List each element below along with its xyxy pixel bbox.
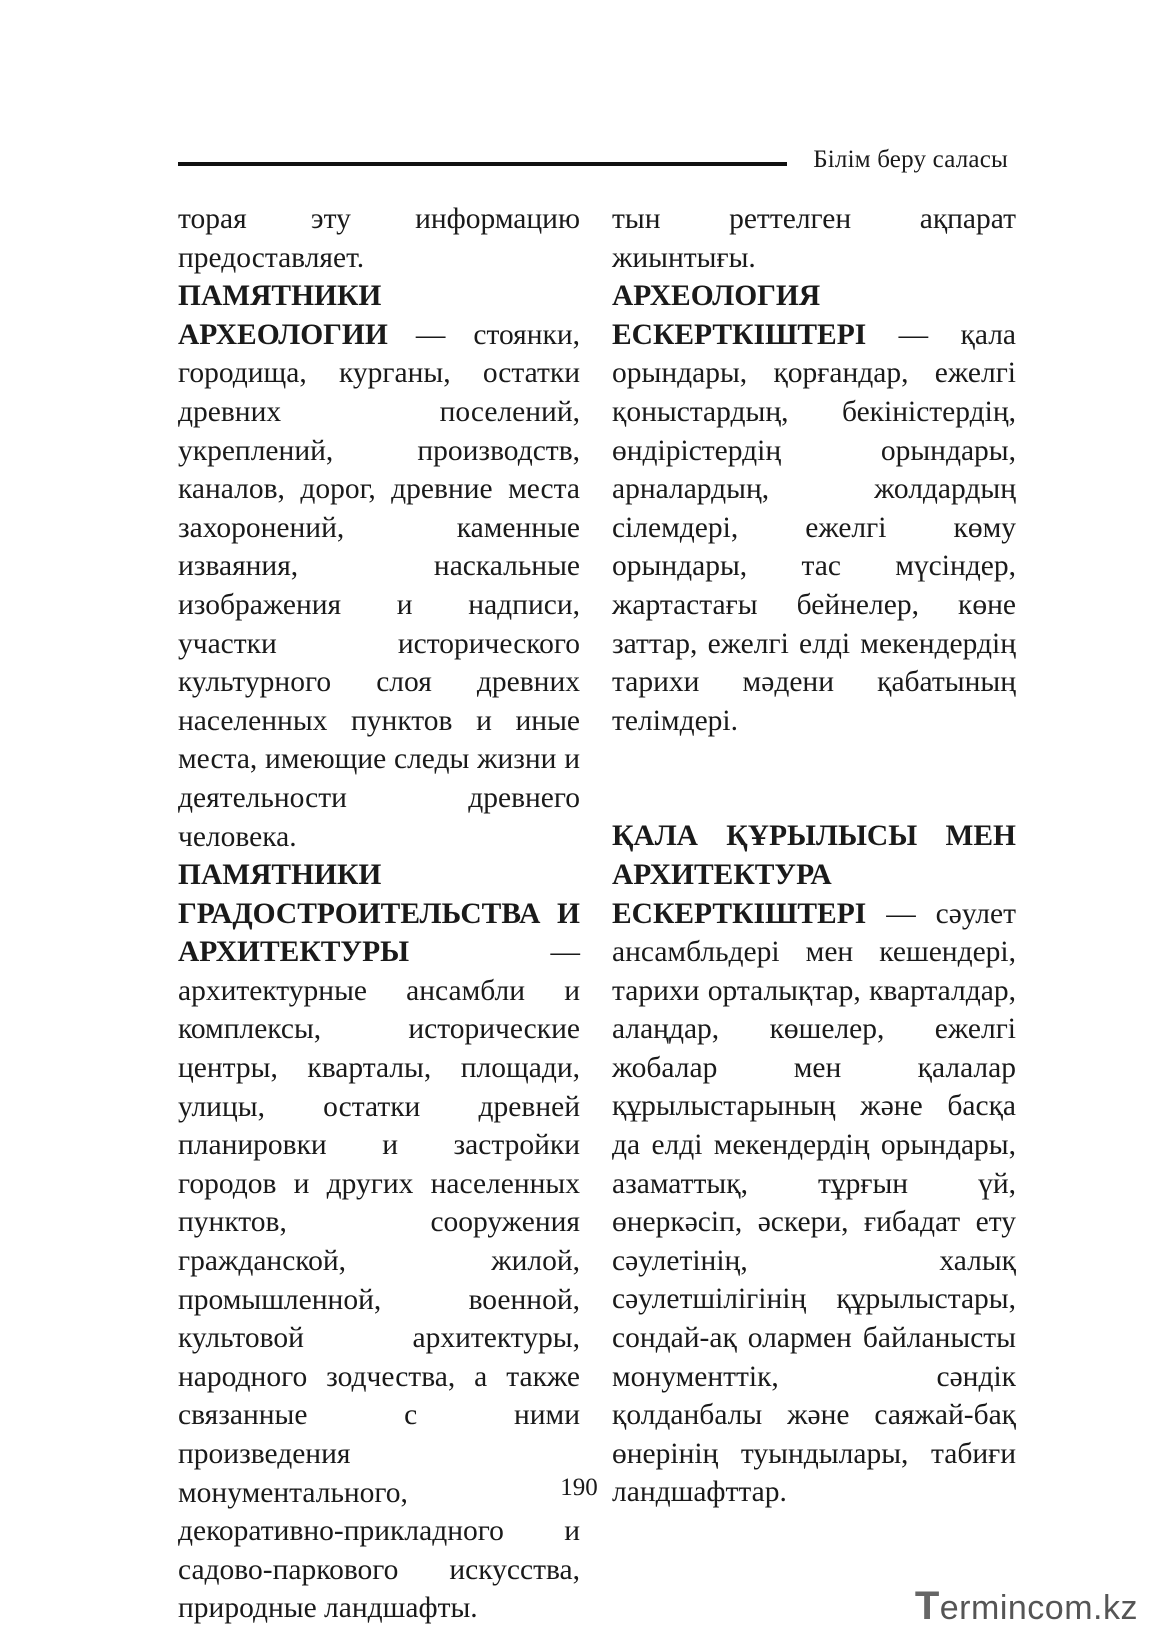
entry-definition: — қала орындары, қорғандар, ежелгі қоныстардың, бекіністердің, өндірістердің орындары, арналардың, жолдардың сілемдері, ежелгі көму орындары, тас мүсіндер, жартастағы бейнелер, көне заттар, ежелгі елді мекендердің тарихи мәдени қабатының телімдері.	[612, 318, 1017, 737]
left-intro-paragraph: торая эту информацию предоставляет.	[178, 203, 580, 274]
site-watermark	[915, 1584, 1138, 1629]
right-column	[612, 200, 1016, 1512]
entry-term: АРХЕОЛОГИЯ ЕСКЕРТКІШТЕРІ	[612, 280, 867, 351]
entry-definition: — стоянки, городища, курганы, остатки древних поселений, укреплений, производств, каналов, дорог, древние места захоронений, каменные изваяния, наскальные изображения и надписи, участки исторического культурного слоя древних населенных пунктов и иные места, имеющие следы жизни и деятельности древнего человека.	[178, 318, 581, 853]
right-entry-architecture	[612, 817, 1016, 1512]
entry-definition: — сәулет ансамбльдері мен кешендері, тарихи орталықтар, кварталдар, алаңдар, көшелер, ежелгі жобалар мен қалалар құрылыстарының және басқа да елді мекендердің орындары, азаматтық, тұрғын үй, өнеркәсіп, әскери, ғибадат ету сәулетінің, халық сәулетшілігінің құрылыстары, сондай-ақ олармен байланысты монументтік, сәндік қолданбалы және саяжай-бақ өнерінің туындылары, табиғи ландшафттар.	[612, 897, 1016, 1509]
entry-term: ПАМЯТНИКИ АРХЕОЛОГИИ	[178, 280, 388, 351]
left-entry-architecture	[178, 856, 580, 1628]
left-column	[178, 200, 580, 1628]
entry-definition: — архитектурные ансамбли и комплексы, исторические центры, кварталы, площади, улицы, остатки древней планировки и застройки городов и других населенных пунктов, сооружения гражданской, жилой, промышленной, военной, культовой архитектуры, народного зодчества, а также связанные с ними произведения монументального, декоративно-прикладного и садово-паркового искусства, природные ландшафты.	[178, 936, 580, 1625]
entry-term: ҚАЛА ҚҰРЫЛЫСЫ МЕН АРХИТЕКТУРА ЕСКЕРТКІШТЕРІ	[612, 820, 1016, 930]
watermark-initial: T	[914, 1584, 940, 1628]
watermark-text: erminc	[939, 1589, 1045, 1627]
watermark-tail: m.kz	[1064, 1589, 1138, 1627]
right-entry-archaeology	[612, 277, 1016, 740]
header-rule	[178, 162, 787, 166]
left-entry-archaeology	[178, 277, 580, 856]
magnifier-icon: o	[1044, 1589, 1065, 1627]
right-intro-paragraph: тын реттелген ақпарат жиынтығы.	[612, 203, 1016, 274]
page-number: 190	[560, 1474, 598, 1501]
entry-term: ПАМЯТНИКИ ГРАДОСТРОИТЕЛЬСТВА И АРХИТЕКТУРЫ	[178, 859, 580, 969]
running-header: Білім беру саласы	[813, 146, 1008, 173]
column-gap	[612, 740, 1016, 817]
